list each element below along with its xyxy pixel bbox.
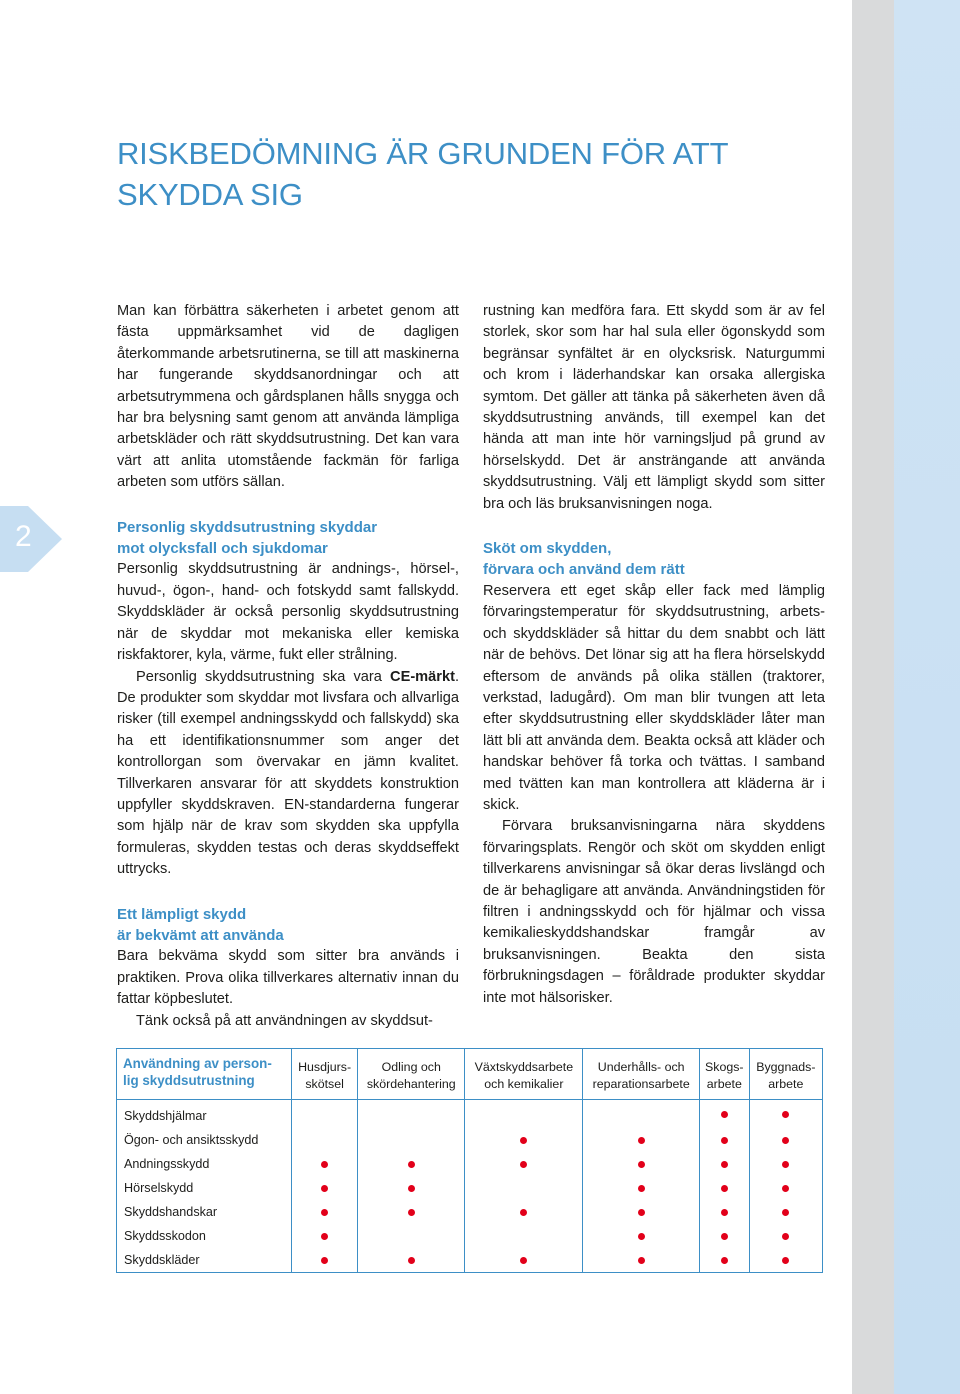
row-label: Skyddshjälmar (117, 1100, 292, 1129)
table-cell (699, 1100, 749, 1129)
table-corner-header (117, 1049, 292, 1100)
column-header-line1: Skogs- (705, 1060, 744, 1074)
heading-line1: Ett lämpligt skydd (117, 905, 247, 923)
table-row (117, 1128, 823, 1152)
table-header-row (117, 1049, 823, 1100)
table-cell (699, 1176, 749, 1200)
usage-dot-icon (721, 1161, 728, 1168)
usage-dot-icon (638, 1161, 645, 1168)
table-cell (583, 1200, 700, 1224)
table-cell (465, 1224, 583, 1248)
table-row (117, 1152, 823, 1176)
table-cell (465, 1176, 583, 1200)
table-cell (749, 1100, 822, 1129)
heading-line2: mot olycksfall och sjukdomar (117, 540, 328, 558)
paragraph: Reservera ett eget skåp eller fack med lämplig förvaringstemperatur för skyddsutrustning, arbets- och skyddskläder så hittar du dem snabbt och lätt när de behövs. Det lönar sig att ha flera hörselskydd eftersom de används på olika ställen (traktorer, verkstad, ladugård). Om man blir tvungen att leta efter skyddsutrustning eller skyddskläder låter man lätt bli att använda dem. Beakta också att kläder och handskar behöver få torka och tvättas. I samband med tvätten kan man kontrollera att kläderna är i skick. (483, 582, 825, 813)
paragraph: Förvara bruksanvisningarna nära skyddens förvaringsplats. Rengör och sköt om skydden enligt tillverkarens anvisningar så ökar deras livslängd och de är behagligare att använda. Användningstiden för filtren i andningsskydd och för hjälmar och vissa kemikalieskyddshandskar framgår av bruksanvisningen. Beakta den sista förbrukningsdagen – föråldrade produkter skyddar inte mot hälsorisker. (483, 818, 825, 1006)
table-cell (465, 1200, 583, 1224)
column-header-line2: och kemikalier (484, 1077, 564, 1091)
paragraph-ce-end: . De produkter som skyddar mot livsfara och allvarliga risker (till exempel andningsskydd och fallskydd) ska ha ett identifikationsnummer som anger det kontrollorgan som övervakar en jämn kvalitet. Tillverkaren ansvarar för att skyddets konstruktion uppfyller skyddskraven. EN-standarderna fungerar som hjälp när de krav som skydden ska uppfylla formuleras, skydden testas och deras skyddseffekt uttrycks. (117, 668, 459, 878)
column-header-line2: skördehantering (366, 1077, 456, 1091)
column-header (583, 1049, 700, 1100)
table-cell (358, 1128, 465, 1152)
table-row (117, 1224, 823, 1248)
paragraph: Tänk också på att användningen av skyddsut- (136, 1012, 433, 1029)
corner-line2: lig skyddsutrustning (123, 1073, 255, 1088)
heading-line1: Personlig skyddsutrustning skyddar (117, 518, 378, 536)
left-column (117, 301, 459, 1032)
usage-dot-icon (520, 1209, 527, 1216)
paragraph-ce-start: Personlig skyddsutrustning ska vara (136, 668, 391, 685)
usage-dot-icon (721, 1137, 728, 1144)
column-header (292, 1049, 358, 1100)
table-row (117, 1176, 823, 1200)
row-label: Skyddskläder (117, 1248, 292, 1273)
table-cell (583, 1224, 700, 1248)
table-cell (583, 1128, 700, 1152)
table-row (117, 1200, 823, 1224)
table-cell (358, 1200, 465, 1224)
usage-dot-icon (321, 1185, 328, 1192)
usage-dot-icon (321, 1161, 328, 1168)
column-header (749, 1049, 822, 1100)
usage-dot-icon (721, 1185, 728, 1192)
usage-dot-icon (721, 1257, 728, 1264)
table-cell (699, 1128, 749, 1152)
heading-line1: Sköt om skydden, (483, 540, 612, 558)
table-cell (358, 1248, 465, 1273)
usage-dot-icon (782, 1257, 789, 1264)
column-header-line1: Byggnads- (756, 1060, 816, 1074)
usage-dot-icon (408, 1209, 415, 1216)
usage-dot-icon (638, 1257, 645, 1264)
table-row (117, 1100, 823, 1129)
page-number: 2 (15, 520, 32, 553)
table-cell (292, 1200, 358, 1224)
column-header (465, 1049, 583, 1100)
table-cell (749, 1128, 822, 1152)
table-cell (583, 1100, 700, 1129)
heading-line2: förvara och använd dem rätt (483, 561, 685, 579)
usage-dot-icon (408, 1161, 415, 1168)
usage-dot-icon (520, 1137, 527, 1144)
page-title-line2: SKYDDA SIG (117, 177, 303, 212)
column-header-line2: arbete (706, 1077, 742, 1091)
paragraph: rustning kan medföra fara. Ett skydd som är av fel storlek, skor som har hal sula eller ögonskydd som begränsar synfältet är en olycksrisk. Naturgummi och krom i läderhandskar kan orsaka allergiska symtom. Det gäller att tänka på säkerheten även då skyddsutrustning används, till exempel kan det hända att man inte hör varningsljud på grund av hörselskydd. Det är ansträngande att använda skyddsutrustning. Välj ett lämpligt skydd som sitter bra och läs bruksanvisningen noga. (483, 303, 825, 512)
page-title-line1: RISKBEDÖMNING ÄR GRUNDEN FÖR ATT (117, 136, 729, 171)
table-cell (749, 1200, 822, 1224)
row-label: Hörselskydd (117, 1176, 292, 1200)
table-cell (699, 1248, 749, 1273)
column-header-line2: reparationsarbete (592, 1077, 690, 1091)
column-header (358, 1049, 465, 1100)
usage-dot-icon (408, 1185, 415, 1192)
column-header (699, 1049, 749, 1100)
column-header-line1: Odling och (381, 1060, 441, 1074)
column-header-line1: Underhålls- och (597, 1060, 685, 1074)
row-label: Ögon- och ansiktsskydd (117, 1128, 292, 1152)
protective-equipment-table (116, 1048, 823, 1273)
right-column (483, 301, 825, 1009)
table-cell (699, 1224, 749, 1248)
table-cell (465, 1248, 583, 1273)
table-cell (292, 1224, 358, 1248)
usage-dot-icon (782, 1111, 789, 1118)
usage-dot-icon (782, 1209, 789, 1216)
table-cell (292, 1152, 358, 1176)
table-cell (465, 1100, 583, 1129)
table-cell (292, 1248, 358, 1273)
table-body (117, 1100, 823, 1273)
usage-dot-icon (638, 1185, 645, 1192)
table-cell (749, 1248, 822, 1273)
corner-line1: Användning av person- (123, 1056, 272, 1071)
intro-paragraph: Man kan förbättra säkerheten i arbetet genom att fästa uppmärksamhet vid de dagligen återkommande arbetsrutinerna, se till att maskinerna har fungerande skyddsanordningar och att arbetsutrymmena och gårdsplanen hålls snygga och har bra belysning samt genom att använda lämpliga arbetskläder och rätt skyddsutrustning. Det kan vara värt att anlita utomstående fackmän för farliga arbeten som utförs sällan. (117, 303, 459, 491)
usage-dot-icon (782, 1137, 789, 1144)
paragraph: Bara bekväma skydd som sitter bra används i praktiken. Prova olika tillverkares alternativ innan du fattar köpbeslutet. (117, 948, 459, 1008)
page-edge-strip (852, 0, 960, 1394)
table-cell (749, 1176, 822, 1200)
usage-dot-icon (782, 1233, 789, 1240)
ce-mark-text: CE-märkt (390, 668, 455, 685)
usage-dot-icon (721, 1111, 728, 1118)
usage-dot-icon (520, 1161, 527, 1168)
usage-dot-icon (321, 1209, 328, 1216)
table-cell (583, 1176, 700, 1200)
row-label: Skyddsskodon (117, 1224, 292, 1248)
table-cell (358, 1176, 465, 1200)
usage-dot-icon (520, 1257, 527, 1264)
table-cell (292, 1100, 358, 1129)
column-header-line1: Växtskyddsarbete (474, 1060, 574, 1074)
page-edge-strip-inner (894, 0, 960, 1394)
table-cell (358, 1152, 465, 1176)
paragraph-ce (117, 667, 459, 881)
usage-dot-icon (782, 1161, 789, 1168)
usage-dot-icon (782, 1185, 789, 1192)
section-heading-personal-protection (117, 517, 459, 560)
column-header-line1: Husdjurs- (298, 1060, 352, 1074)
table-cell (292, 1128, 358, 1152)
row-label: Andningsskydd (117, 1152, 292, 1176)
usage-dot-icon (721, 1209, 728, 1216)
table-cell (749, 1224, 822, 1248)
usage-dot-icon (638, 1209, 645, 1216)
table-cell (583, 1248, 700, 1273)
page-number-tab (0, 506, 62, 572)
usage-dot-icon (721, 1233, 728, 1240)
table-cell (292, 1176, 358, 1200)
table-cell (699, 1200, 749, 1224)
paragraph: Personlig skyddsutrustning är andnings-, hörsel-, huvud-, ögon-, hand- och fotskydd samt fallskydd. Skyddskläder är också personlig skyddsutrustning när de skyddar mot mekaniska eller kemiska riskfaktorer, kyla, värme, fukt eller strålning. (117, 561, 459, 664)
heading-line2: är bekvämt att använda (117, 926, 284, 944)
table-cell (358, 1100, 465, 1129)
section-heading-care (483, 538, 825, 581)
usage-dot-icon (638, 1137, 645, 1144)
usage-dot-icon (638, 1233, 645, 1240)
table-cell (749, 1152, 822, 1176)
column-header-line2: arbete (768, 1077, 804, 1091)
section-heading-comfortable-protection (117, 904, 459, 947)
usage-dot-icon (408, 1257, 415, 1264)
table-cell (583, 1152, 700, 1176)
table-cell (699, 1152, 749, 1176)
table-cell (358, 1224, 465, 1248)
column-header-line2: skötsel (305, 1077, 344, 1091)
table-row (117, 1248, 823, 1273)
table-cell (465, 1152, 583, 1176)
row-label: Skyddshandskar (117, 1200, 292, 1224)
table-cell (465, 1128, 583, 1152)
usage-dot-icon (321, 1233, 328, 1240)
page-title (117, 133, 817, 215)
usage-dot-icon (321, 1257, 328, 1264)
